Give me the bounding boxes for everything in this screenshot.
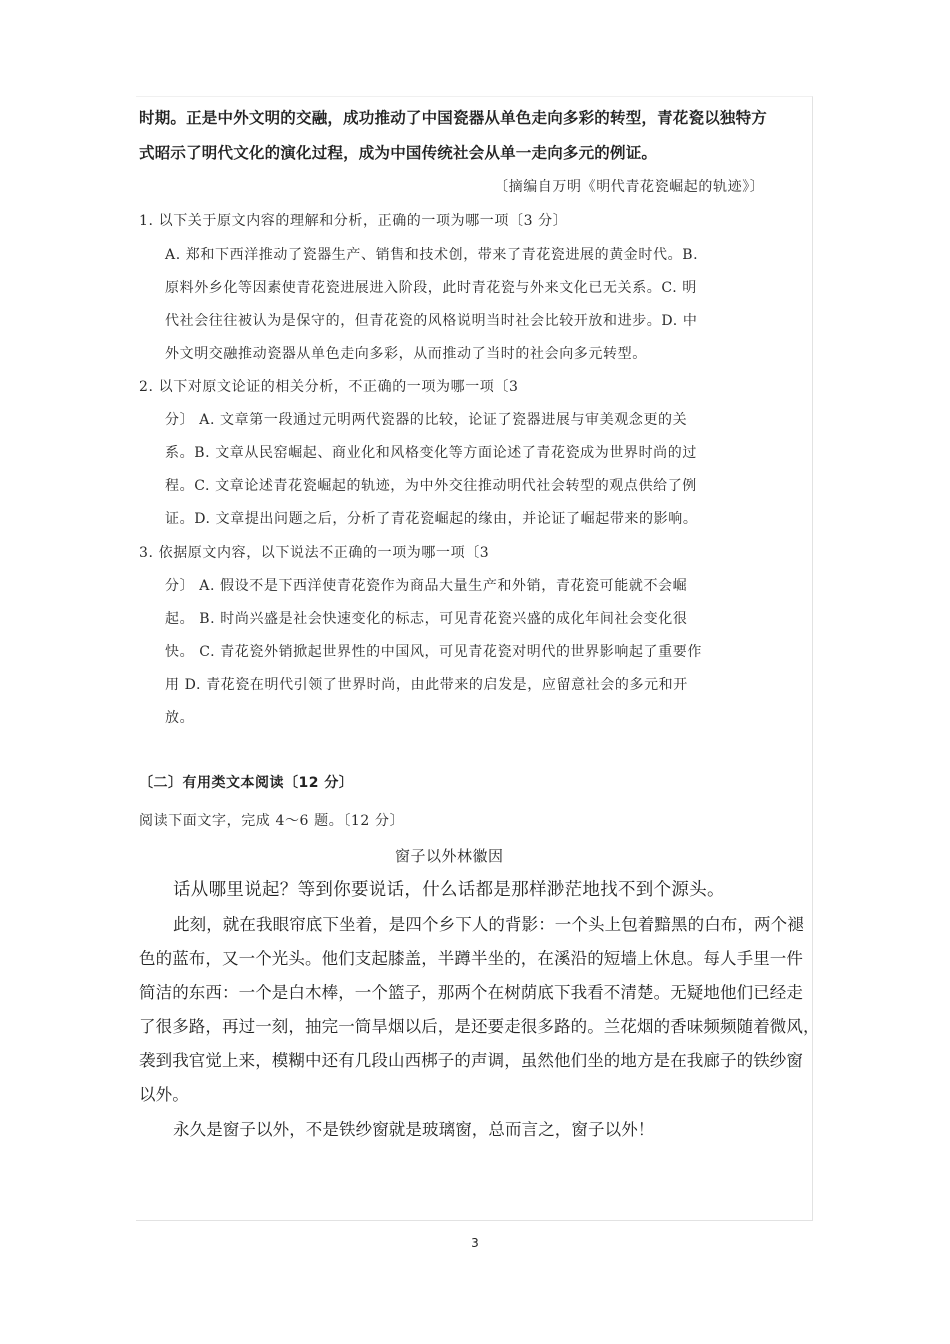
question-1-line: 原料外乡化等因素使青花瓷进展进入阶段，此时青花瓷与外来文化已无关系。C. 明: [165, 280, 697, 296]
question-2-line: 程。C. 文章论述青花瓷崛起的轨迹，为中外交往推动明代社会转型的观点供给了例: [165, 478, 697, 494]
question-3-line: 快。 C. 青花瓷外销掀起世界性的中国风，可见青花瓷对明代的世界影响起了重要作: [165, 644, 702, 660]
question-1-line: 代社会往往被认为是保守的，但青花瓷的风格说明当时社会比较开放和进步。D. 中: [165, 313, 698, 329]
passage-paragraph: 此刻，就在我眼帘底下坐着，是四个乡下人的背影：一个头上包着黯黑的白布，两个褪: [173, 915, 804, 934]
question-3-stem: 3. 依据原文内容，以下说法不正确的一项为哪一项〔3: [139, 545, 490, 561]
intro-line-2: 式昭示了明代文化的演化过程，成为中国传统社会从单一走向多元的例证。: [139, 144, 658, 162]
passage-paragraph-line: 色的蓝布，又一个光头。他们支起膝盖，半蹲半坐的，在溪沿的短墙上休息。每人手里一件: [139, 949, 803, 968]
question-1-line: A. 郑和下西洋推动了瓷器生产、销售和技术创，带来了青花瓷进展的黄金时代。B.: [165, 247, 699, 263]
passage-paragraph-line: 了很多路，再过一刻，抽完一筒旱烟以后，是还要走很多路的。兰花烟的香味频频随着微风，: [139, 1017, 820, 1036]
question-1-stem: 1. 以下关于原文内容的理解和分析，正确的一项为哪一项〔3 分〕: [139, 213, 568, 229]
question-2-line: 分〕 A. 文章第一段通过元明两代瓷器的比较，论证了瓷器进展与审美观念更的关: [165, 412, 688, 428]
section-heading: 〔二〕有用类文本阅读〔12 分〕: [139, 775, 354, 791]
passage-paragraph-line: 以外。: [139, 1085, 189, 1104]
question-2-stem: 2. 以下对原文论证的相关分析，不正确的一项为哪一项〔3: [139, 379, 519, 395]
passage-paragraph-line: 袭到我官觉上来，模糊中还有几段山西梆子的声调，虽然他们坐的地方是在我廊子的铁纱窗: [139, 1051, 803, 1070]
question-3-line: 起。 B. 时尚兴盛是社会快速变化的标志，可见青花瓷兴盛的成化年间社会变化很: [165, 611, 688, 627]
question-3-line: 分〕 A. 假设不是下西洋使青花瓷作为商品大量生产和外销，青花瓷可能就不会崛: [165, 578, 688, 594]
intro-line-1: 时期。正是中外文明的交融，成功推动了中国瓷器从单色走向多彩的转型，青花瓷以独特方: [139, 109, 768, 127]
passage-paragraph-line: 简洁的东西：一个是白木棒，一个篮子，那两个在树荫底下我看不清楚。无疑地他们已经走: [139, 983, 803, 1002]
section-instruction: 阅读下面文字，完成 4〜6 题。〔12 分〕: [139, 813, 405, 829]
question-1-line: 外文明交融推动瓷器从单色走向多彩，从而推动了当时的社会向多元转型。: [165, 346, 647, 362]
question-3-line: 用 D. 青花瓷在明代引领了世界时尚，由此带来的启发是，应留意社会的多元和开: [165, 677, 688, 693]
source-citation: 〔摘编自万明《明代青花瓷崛起的轨迹》〕: [494, 179, 765, 195]
passage-paragraph: 永久是窗子以外，不是铁纱窗就是玻璃窗，总而言之，窗子以外！: [173, 1120, 655, 1139]
question-2-line: 系。B. 文章从民窑崛起、商业化和风格变化等方面论述了青花瓷成为世界时尚的过: [165, 445, 697, 461]
question-2-line: 证。D. 文章提出问题之后，分析了青花瓷崛起的缘由，并论证了崛起带来的影响。: [165, 511, 698, 527]
question-3-line: 放。: [165, 710, 195, 726]
passage-title: 窗子以外林徽因: [395, 847, 504, 865]
passage-paragraph: 话从哪里说起？等到你要说话，什么话都是那样渺茫地找不到个源头。: [173, 880, 725, 900]
page-number: 3: [471, 1236, 479, 1250]
